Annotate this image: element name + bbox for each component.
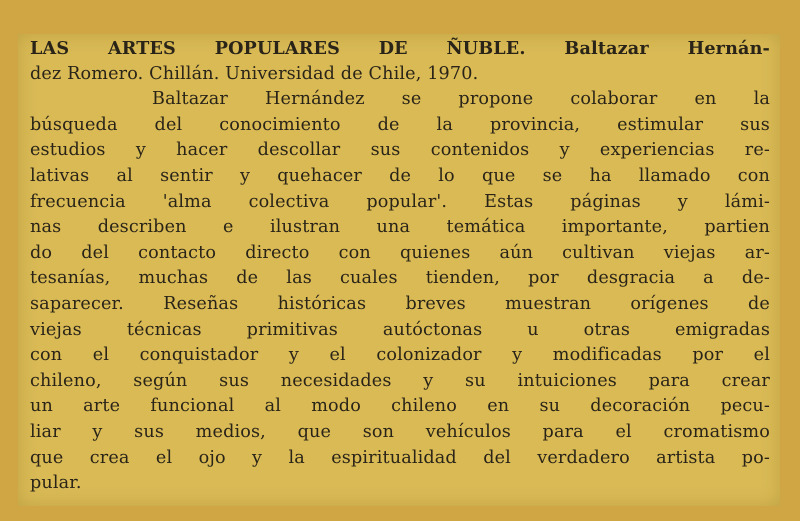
article-heading-line-2: dez Romero. Chillán. Universidad de Chile, 1970. — [30, 63, 479, 84]
article-body-line: estudios y hacer descollar sus contenidos y experiencias re- — [30, 140, 770, 161]
article-body-line-last: pular. — [30, 473, 82, 494]
article-body-line: frecuencia 'alma colectiva popular'. Estas páginas y lámi- — [30, 191, 770, 212]
article-body-line: con el conquistador y el colonizador y modificadas por el — [30, 345, 770, 366]
article-body-line: tesanías, muchas de las cuales tienden, por desgracia a de- — [30, 268, 770, 289]
article-body-line: lativas al sentir y quehacer de lo que se ha llamado con — [30, 165, 770, 186]
article-heading-line-1: LAS ARTES POPULARES DE ÑUBLE. Baltazar Hernán- — [30, 38, 770, 59]
article-body-line: chileno, según sus necesidades y su intuiciones para crear — [30, 370, 770, 391]
article-body-line: saparecer. Reseñas históricas breves muestran orígenes de — [30, 293, 770, 314]
article-text — [30, 36, 770, 497]
article-body-line: do del contacto directo con quienes aún cultivan viejas ar- — [30, 242, 770, 263]
article-body-line: un arte funcional al modo chileno en su decoración pecu- — [30, 396, 770, 417]
article-body-line: Baltazar Hernández se propone colaborar en la — [152, 89, 770, 110]
newspaper-clipping — [18, 34, 780, 506]
article-body-line: liar y sus medios, que son vehículos para el cromatismo — [30, 421, 770, 442]
article-body-line: nas describen e ilustran una temática importante, partien — [30, 217, 770, 238]
article-body-line: búsqueda del conocimiento de la provincia, estimular sus — [30, 114, 770, 135]
article-body-line: que crea el ojo y la espiritualidad del verdadero artista po- — [30, 447, 770, 468]
article-body-line: viejas técnicas primitivas autóctonas u otras emigradas — [30, 319, 770, 340]
